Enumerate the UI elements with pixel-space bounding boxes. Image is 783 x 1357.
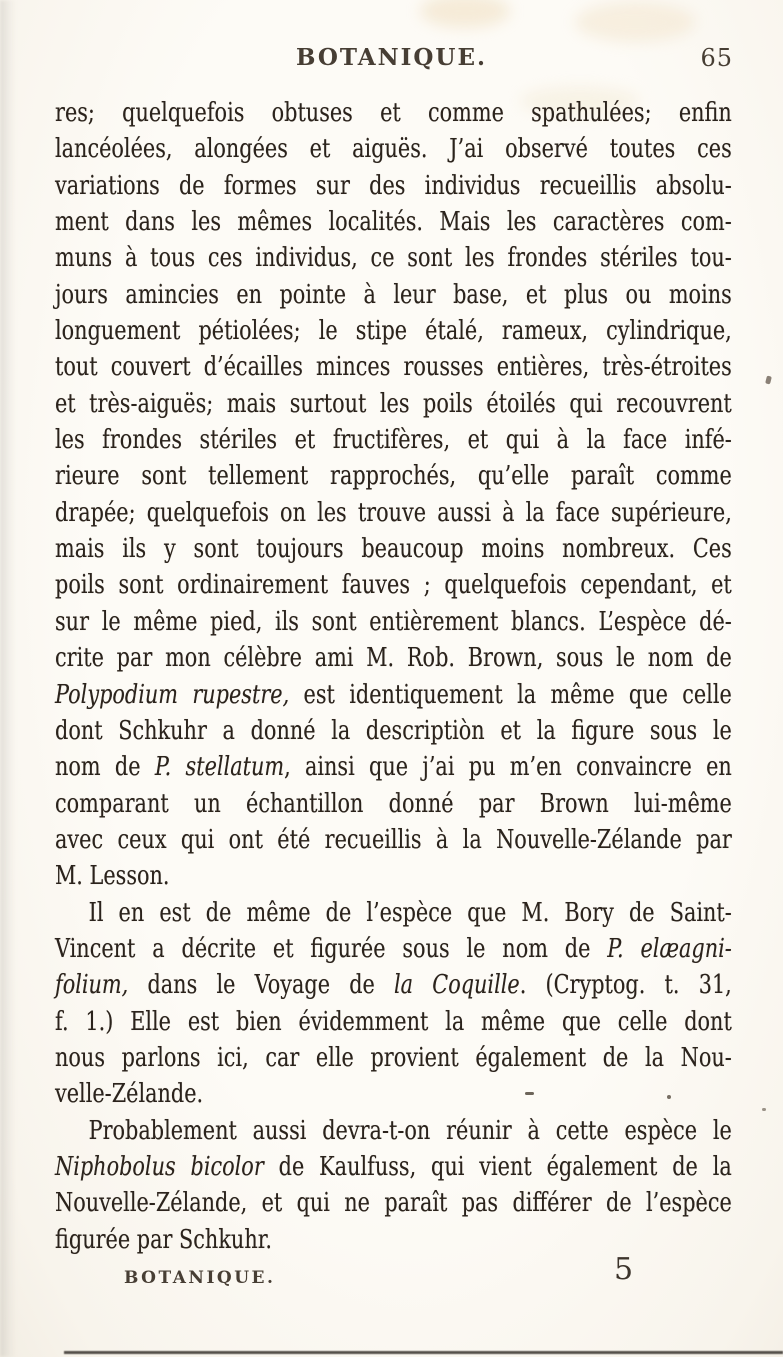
text-line [55,349,732,385]
text-segment: comparant un échantillon donné par Brown lui-même [55,788,732,819]
text-line [55,822,732,858]
text-line [55,458,732,494]
text-line [55,1185,732,1221]
text-segment: de Kaulfuss, qui vient également de la [263,1151,732,1182]
page-body-text [55,95,733,1265]
text-column [55,95,732,1258]
text-line [55,1004,732,1040]
text-segment: est identiquement la même que celle [289,679,732,710]
species-name-italic: Polypodium rupestre, [55,679,290,710]
text-line [55,1040,732,1076]
text-line [55,495,732,531]
text-segment: M. Lesson. [55,861,170,892]
text-line [55,131,732,167]
text-segment: Il en est de même de l’espèce que M. Bory de Saint- [88,897,732,928]
scan-speck [525,1092,534,1095]
text-segment: longuement pétiolées; le stipe étalé, rameux, cylindrique, [55,316,732,347]
text-line [55,858,732,894]
text-line [55,895,732,931]
text-segment: les frondes stériles et fructifères, et qui à la face infé- [55,425,732,456]
text-line [55,531,732,567]
species-name-italic: Niphobolus bicolor [55,1151,264,1182]
text-segment: jours amincies en pointe à leur base, et plus ou moins [55,279,732,310]
footer-signature-title: BOTANIQUE. [124,1268,276,1288]
text-line [55,204,732,240]
text-segment: rieure sont tellement rapprochés, qu’elle paraît comme [55,461,732,492]
text-line [55,931,732,967]
text-line [55,567,732,603]
text-segment: , ainsi que j’ai pu m’en convaincre en [284,752,732,783]
text-segment: nous parlons ici, car elle provient également de la Nou- [55,1042,732,1073]
text-segment: crite par mon célèbre ami M. Rob. Brown, sous le nom de [55,643,732,674]
text-line [55,422,732,458]
species-name-italic: P. elæagni- [607,933,732,964]
text-segment: f. 1.) Elle est bien évidemment la même que celle dont [55,1006,732,1037]
page-footer [0,1252,783,1298]
text-segment: velle-Zélande. [55,1079,204,1110]
text-segment: drapée; quelquefois on les trouve aussi à la face supérieure, [55,497,732,528]
text-segment: et très-aiguës; mais surtout les poils étoilés qui recouvrent [55,388,732,419]
text-segment: dont Schkuhr a donné la descriptiòn et la figure sous le [55,715,732,746]
text-line [55,677,732,713]
scan-speck [765,376,772,385]
text-line [55,604,732,640]
text-segment: sur le même pied, ils sont entièrement blancs. L’espèce dé- [55,606,732,637]
text-line [55,1113,732,1149]
text-segment: mais ils y sont toujours beaucoup moins nombreux. Ces [55,534,732,565]
text-segment: figurée par Schkuhr. [55,1224,272,1255]
text-line [55,749,732,785]
text-line [55,168,732,204]
scan-smudge [420,0,510,28]
text-segment: tout couvert d’écailles minces rousses entières, très-étroites [55,352,732,383]
text-line [55,95,732,131]
text-line [55,786,732,822]
text-segment: res; quelquefois obtuses et comme spathulées; enfin [55,98,732,128]
text-segment: Vincent a décrite et figurée sous le nom de [55,933,608,964]
text-line [55,967,732,1003]
text-segment: lancéolées, alongées et aiguës. J’ai observé toutes ces [55,134,732,165]
scan-speck [667,1095,671,1099]
text-segment: . (Cryptog. t. 31, [519,970,732,1001]
footer-sheet-number: 5 [614,1252,634,1287]
text-segment: Nouvelle-Zélande, et qui ne paraît pas différer de l’espèce [55,1188,732,1219]
text-segment: avec ceux qui ont été recueillis à la Nouvelle-Zélande par [55,824,732,855]
page-number: 65 [700,44,733,72]
text-segment: muns à tous ces individus, ce sont les frondes stériles tou- [55,243,732,274]
scan-left-edge-shading [0,0,16,1357]
text-segment: nom de [55,752,155,783]
text-line [55,713,732,749]
text-line [55,240,732,276]
text-line [55,277,732,313]
text-line [55,313,732,349]
text-segment: poils sont ordinairement fauves ; quelquefois cependant, et [55,570,732,601]
text-segment: Probablement aussi devra-t-on réunir à cette espèce le [88,1115,732,1146]
running-header [0,44,783,74]
scan-smudge [575,2,695,42]
species-name-italic: folium, [55,970,129,1001]
text-segment: ment dans les mêmes localités. Mais les caractères com- [55,207,732,238]
species-name-italic: P. stellatum [154,752,285,783]
text-segment: dans le Voyage de [128,970,395,1001]
species-name-italic: la Coquille [394,970,520,1001]
text-line [55,386,732,422]
text-line [55,1149,732,1185]
text-line [55,640,732,676]
scan-speck [762,1108,766,1111]
running-header-title: BOTANIQUE. [295,44,488,71]
text-segment: variations de formes sur des individus recueillis absolu- [55,170,732,201]
bottom-scan-line [64,1351,783,1354]
text-line [55,1076,732,1112]
